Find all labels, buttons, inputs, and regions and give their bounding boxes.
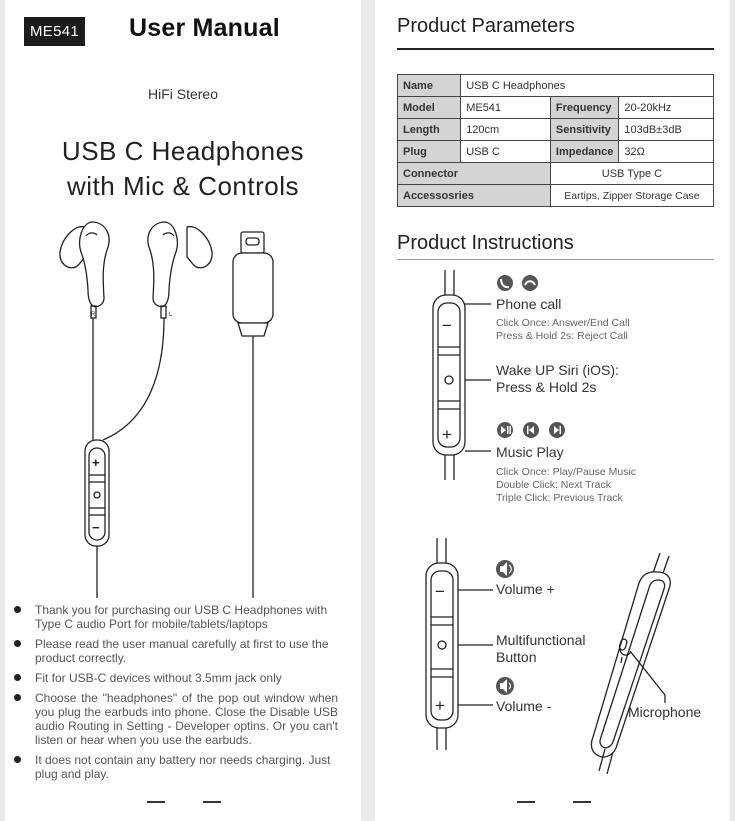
volume-down-label: Volume - [496, 698, 552, 714]
instructions-title: Product Instructions [397, 232, 574, 254]
instructions-divider [397, 259, 714, 260]
next-track-icon [549, 422, 565, 438]
phone-hangup-icon [522, 275, 538, 291]
earbud-label-r: R [91, 312, 96, 318]
spec-row-model: Model ME541 Frequency 20-20kHz [398, 97, 714, 119]
left-page [5, 0, 361, 821]
model-badge: ME541 [24, 17, 85, 46]
microphone-remote [591, 553, 670, 774]
previous-track-icon [523, 422, 539, 438]
button-minus-label: − [442, 316, 452, 335]
vol-minus-label: − [435, 582, 445, 601]
spec-table [397, 74, 714, 207]
phone-call-line-1: Click Once: Answer/End Call [496, 317, 630, 329]
note-item: Fit for USB-C devices without 3.5mm jack only [13, 671, 338, 685]
note-item: It does not contain any battery nor needs charging. Just plug and play. [13, 753, 338, 781]
phone-call-line-2: Press & Hold 2s: Reject Call [496, 330, 628, 342]
remote-plus-label: + [92, 455, 100, 470]
left-cable [103, 318, 164, 440]
left-earbud [148, 222, 212, 318]
multifunction-line-2: Button [496, 649, 537, 665]
right-earbud [60, 222, 109, 318]
note-item: Thank you for purchasing our USB C Headphones with Type C audio Port for mobile/tablets/laptops [13, 603, 338, 631]
subtitle: HiFi Stereo [147, 86, 219, 102]
volume-down-icon [496, 677, 514, 695]
bullet-icon [14, 640, 21, 647]
phone-call-title: Phone call [496, 296, 562, 312]
button-plus-label: + [442, 425, 452, 444]
product-title-line-1: USB C Headphones [61, 136, 305, 166]
note-item: Please read the user manual carefully at first to use the product correctly. [13, 637, 338, 665]
document-title: User Manual [129, 14, 280, 42]
siri-line-1: Wake UP Siri (iOS): [496, 362, 619, 378]
microphone-label: Microphone [628, 704, 702, 720]
bullet-icon [14, 674, 21, 681]
phone-answer-icon [497, 275, 513, 291]
spec-row-plug: Plug USB C Impedance 32Ω [398, 141, 714, 163]
page-mark [147, 801, 165, 803]
volume-up-icon [496, 560, 514, 578]
headphones-illustration [5, 0, 361, 600]
right-page [375, 0, 730, 821]
music-line-2: Double Click: Next Track [496, 479, 611, 491]
page-mark [573, 801, 591, 803]
note-item: Choose the "headphones" of the pop out window when you plug the earbuds into phone. Close the Disable USB audio Routing in Setting - Developer optins. Or you can't listen or hear when you use the earbuds. [13, 691, 338, 747]
spec-row-connector: Connector USB Type C [398, 163, 714, 185]
page-mark [203, 801, 221, 803]
spec-row-name: Name USB C Headphones [398, 75, 714, 97]
remote-controls-diagram [375, 265, 730, 535]
remote-volume-diagram [375, 535, 730, 790]
remote-minus-label: − [92, 520, 100, 535]
bullet-icon [14, 756, 21, 763]
bullet-icon [14, 606, 21, 613]
play-pause-icon [497, 422, 513, 438]
spec-row-length: Length 120cm Sensitivity 103dB±3dB [398, 119, 714, 141]
earbud-label-l: L [169, 312, 173, 318]
page-mark [517, 801, 535, 803]
music-line-1: Click Once: Play/Pause Music [496, 466, 637, 478]
multifunction-line-1: Multifunctional [496, 632, 586, 648]
params-title: Product Parameters [397, 15, 575, 37]
notes-list [13, 603, 338, 787]
bullet-icon [14, 694, 21, 701]
spec-row-accessories: Accessosries Eartips, Zipper Storage Case [398, 185, 714, 207]
vol-plus-label: + [435, 696, 445, 715]
usb-c-plug [233, 232, 273, 598]
volume-up-label: Volume + [496, 581, 555, 597]
params-divider [397, 48, 714, 50]
siri-line-2: Press & Hold 2s [496, 379, 597, 395]
music-line-3: Triple Click: Previous Track [496, 492, 623, 504]
product-title-line-2: with Mic & Controls [67, 171, 299, 201]
music-play-title: Music Play [496, 444, 564, 460]
